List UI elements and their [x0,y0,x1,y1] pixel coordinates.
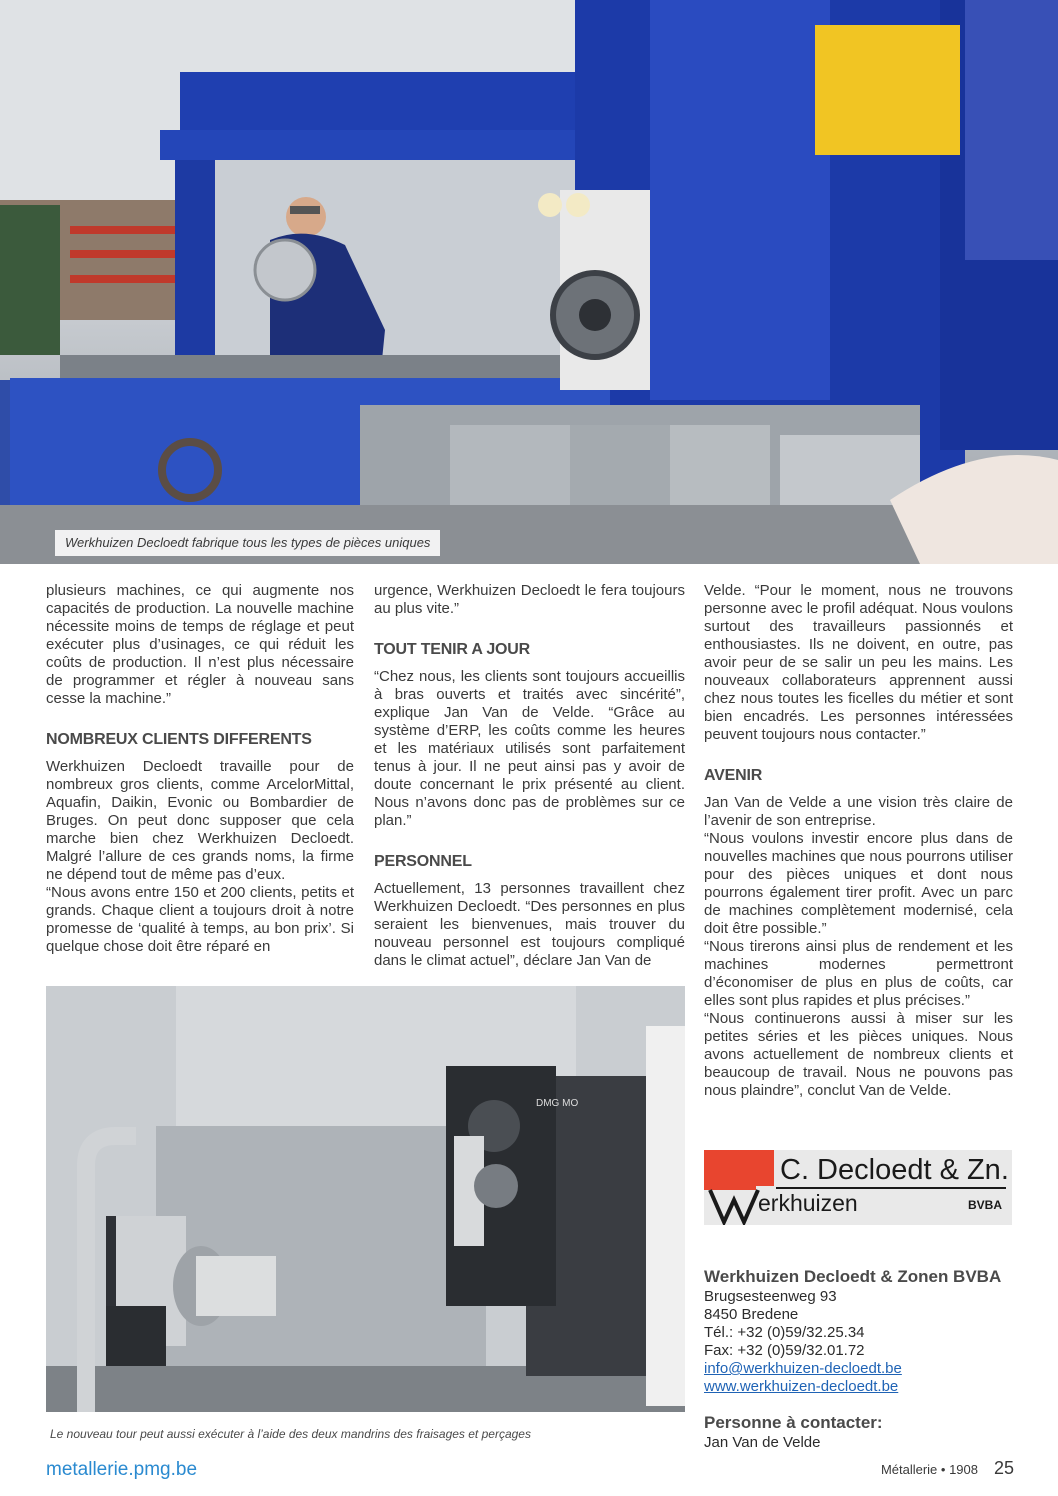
contact-street: Brugsesteenweg 93 [704,1288,837,1305]
article-column-3 [704,582,1013,1100]
column2-paragraph-1: urgence, Werkhuizen Decloedt le fera toujours au plus vite.” [374,582,685,617]
column2-paragraph-3: Actuellement, 13 personnes travaillent chez Werkhuizen Decloedt. “Des personnes en plus seraient les bienvenues, mais trouver du nouveau personnel est toujours compliqué dans le climat actuel”, déclare Jan Van de [374,880,685,969]
lathe-machine-label: DMG MO [536,1098,579,1109]
section-heading-clients: NOMBREUX CLIENTS DIFFERENTS [46,731,312,748]
contact-person: Jan Van de Velde [704,1434,821,1451]
article-column-1 [46,582,354,956]
page-number: 25 [993,1458,1014,1478]
logo-divider [776,1187,1006,1189]
column3-paragraph-1: Velde. “Pour le moment, nous ne trouvons personne avec le profil adéquat. Nous voulons surtout des travailleurs passionnés et enthousiastes. Ils ne doivent, en outre, pas avoir peur de se salir un peu les mains. Les nouveaux collaborateurs apprennent aussi chez nous toutes les ficelles du métier et sont bien encadrés. Les personnes intéressées peuvent toujours nous contacter.” [704,582,1013,743]
column3-paragraph-5: “Nous continuerons aussi à miser sur les petites séries et les pièces uniques. Nous avons actuellement de nombreux clients et beaucoup de travail. Nous ne pouvons pas nous plaindre”, conclut Van de Velde. [704,1010,1013,1099]
hero-photo [0,0,1058,564]
article-column-2 [374,582,685,970]
column1-paragraph-2: Werkhuizen Decloedt travaille pour de nombreux gros clients, comme ArcelorMittal, Aquafin, Daikin, Evonic ou Bombardier de Bruges. On peut donc supposer que cela marche bien chez Werkhuizen Decloedt. Malgré l’allure de ces grands noms, la firme ne dépend tout de même pas d’eux. [46,758,354,883]
footer-magazine: Métallerie • 1908 [880,1462,978,1477]
section-heading-personnel: PERSONNEL [374,853,472,870]
contact-tel: Tél.: +32 (0)59/32.25.34 [704,1324,865,1341]
contact-web-link[interactable]: www.werkhuizen-decloedt.be [704,1378,899,1395]
column3-paragraph-2: Jan Van de Velde a une vision très claire de l’avenir de son entreprise. [704,794,1013,829]
company-logo [704,1150,1012,1225]
contact-block [704,1266,1014,1452]
lathe-photo [46,986,685,1412]
column1-paragraph-3: “Nous avons entre 150 et 200 clients, petits et grands. Chaque client a toujours droit à notre promesse de ‘qualité à temps, au bon prix’. Si quelque chose doit être réparé en [46,884,354,955]
contact-person-heading: Personne à contacter: [704,1413,883,1432]
column3-paragraph-4: “Nous tirerons ainsi plus de rendement et les machines modernes permettront d’économiser de plus en plus de coûts, car elles sont plus rapides et plus précises.” [704,938,1013,1009]
logo-bottom-text: erkhuizen [758,1190,858,1216]
lathe-illustration [46,986,685,1412]
column2-paragraph-2: “Chez nous, les clients sont toujours accueillis à bras ouverts et traités avec sincérité”, explique Jan Van de Velde. “Grâce au système d’ERP, les coûts comme les heures et les matériaux utilisés sont parfaitement tenus à jour. Il ne peut ainsi pas y avoir de doute concernant le prix présenté au client. Nous n’avons donc pas de problèmes sur ce plan.” [374,668,685,829]
logo-suffix: BVBA [967,1198,1002,1212]
column1-paragraph-1: plusieurs machines, ce qui augmente nos capacités de production. La nouvelle machine nécessite moins de temps de réglage et peut exécuter plus d’usinages, ce qui réduit les coûts de production. Il n’est plus nécessaire de programmer et régler à nouveau sans cesse la machine.” [46,582,354,707]
contact-fax: Fax: +32 (0)59/32.01.72 [704,1342,865,1359]
hero-caption: Werkhuizen Decloedt fabrique tous les types de pièces uniques [55,530,440,556]
workshop-illustration [0,0,1058,564]
section-heading-avenir: AVENIR [704,767,763,784]
lathe-caption: Le nouveau tour peut aussi exécuter à l’aide des deux mandrins des fraisages et perçages [50,1427,531,1441]
column3-paragraph-3: “Nous voulons investir encore plus dans de nouvelles machines que nous pourrons utiliser pour des pièces uniques et dont nous pourrons également tirer profit. Avec un parc de machines complètement modernisé, cela doit être possible.” [704,830,1013,937]
logo-top-text: C. Decloedt & Zn. [780,1154,1009,1186]
contact-company: Werkhuizen Decloedt & Zonen BVBA [704,1267,1002,1286]
footer-url[interactable]: metallerie.pmg.be [46,1459,198,1480]
contact-city: 8450 Bredene [704,1306,799,1323]
section-heading-tout-tenir: TOUT TENIR A JOUR [374,641,531,658]
contact-email-link[interactable]: info@werkhuizen-decloedt.be [704,1360,902,1377]
